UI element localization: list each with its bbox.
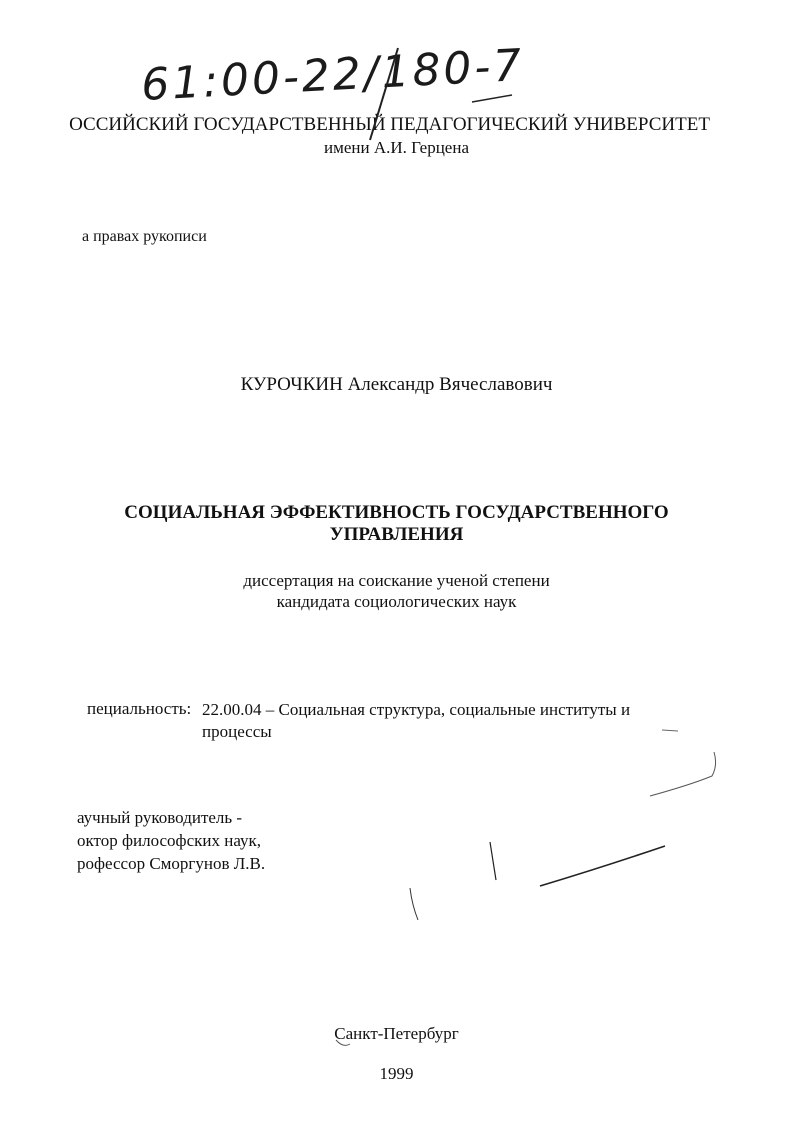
university-name: ОССИЙСКИЙ ГОСУДАРСТВЕННЫЙ ПЕДАГОГИЧЕСКИЙ УНИВЕРСИТЕТ [69,114,710,135]
signature-tick [490,842,496,880]
signature-stroke [540,846,665,886]
title-line-1: СОЦИАЛЬНАЯ ЭФФЕКТИВНОСТЬ ГОСУДАРСТВЕННОГО [124,502,669,523]
advisor-line-2: октор философских наук, [77,831,262,850]
faint-pen-mark [650,752,716,796]
handwritten-catalog-number: 61:00-22/180-7 [140,39,526,111]
university-subtitle: имени А.И. Герцена [323,138,469,157]
pen-trace-mark [410,888,418,920]
catalog-underline-mark [472,95,512,102]
advisor-line-1: аучный руководитель - [77,808,243,827]
scientific-advisor [77,806,265,875]
degree-line-1: диссертация на соискание ученой степени [243,571,550,590]
degree-line-2: кандидата социологических наук [276,592,517,611]
year: 1999 [379,1064,414,1083]
title-line-2: УПРАВЛЕНИЯ [329,524,464,545]
city: Санкт-Петербург [334,1024,459,1043]
dissertation-title [0,502,793,546]
specialty-label: пециальность: [87,699,192,718]
author-name: КУРОЧКИН Александр Вячеславович [240,374,553,395]
specialty-value: 22.00.04 – Социальная структура, социальные институты и процессы [202,700,631,741]
manuscript-rights-note: а правах рукописи [82,228,207,245]
advisor-line-3: рофессор Сморгунов Л.В. [77,854,266,873]
degree-description [0,570,793,612]
